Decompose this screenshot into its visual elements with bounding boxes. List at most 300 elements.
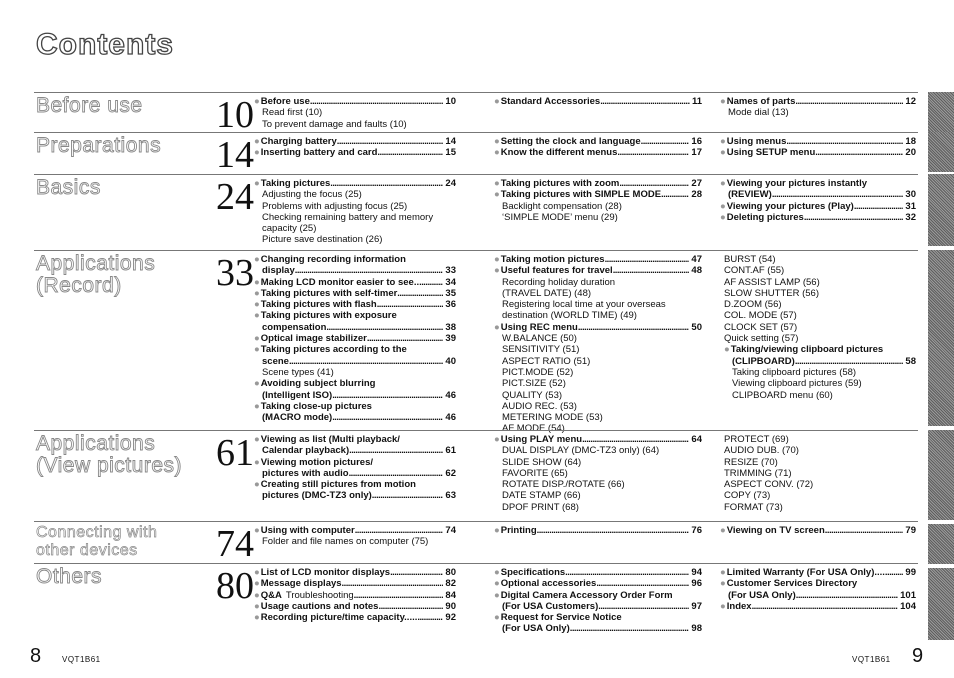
entry-title: Recording picture/time capacity..... (260, 612, 418, 624)
bullet-icon: ● (254, 525, 260, 536)
toc-entry (720, 147, 916, 158)
toc-entry-line[interactable] (254, 299, 456, 310)
toc-entry (254, 457, 456, 480)
toc-column (254, 96, 456, 130)
toc-entry-line[interactable] (254, 178, 456, 189)
toc-entry-line[interactable] (254, 136, 456, 147)
toc-column (724, 434, 916, 513)
toc-entry-line[interactable] (494, 189, 702, 200)
bullet-icon: ● (494, 178, 500, 189)
entry-detail: Scene types (41) (262, 366, 334, 378)
toc-entry-line[interactable] (494, 254, 702, 265)
entry-title: Inserting battery and card (260, 147, 378, 159)
toc-entry-line[interactable] (254, 468, 456, 479)
toc-column (254, 136, 456, 159)
toc-entry-line[interactable] (724, 344, 916, 355)
leader-dots (367, 333, 444, 344)
page-ref: 11 (691, 96, 702, 107)
section-page-number: 10 (216, 94, 254, 136)
bullet-icon: ● (494, 136, 500, 147)
toc-column (494, 254, 702, 435)
thumb-index-tab (928, 568, 954, 640)
toc-entry-line[interactable] (254, 567, 456, 578)
page-ref: 96 (691, 578, 702, 590)
entry-title: Useful features for travel (500, 265, 613, 277)
toc-column (724, 254, 916, 401)
leader-dots (330, 178, 443, 189)
toc-entry-line[interactable] (254, 254, 456, 265)
page-ref: 80 (445, 567, 456, 578)
bullet-icon: ● (720, 96, 726, 107)
bullet-icon: ● (494, 321, 500, 333)
toc-section (34, 430, 918, 521)
leader-dots (295, 265, 444, 276)
menu-item-entry: SLOW SHUTTER (56) (724, 287, 820, 299)
section-page-number: 80 (216, 565, 254, 607)
bullet-icon: ● (254, 479, 260, 491)
entry-title: (REVIEW) (728, 189, 772, 201)
entry-title: Limited Warranty (For USA Only).... (726, 567, 885, 578)
page-ref: 98 (691, 623, 702, 635)
section-title-line: Basics (36, 176, 101, 199)
toc-entry (254, 96, 456, 130)
toc-section (34, 521, 918, 563)
bullet-icon: ● (724, 344, 730, 356)
toc-entry (494, 178, 702, 189)
bullet-icon: ● (720, 525, 726, 536)
bullet-icon: ● (254, 344, 260, 356)
entry-title: (MACRO mode) (262, 412, 333, 424)
entry-title: Deleting pictures (726, 211, 804, 223)
leader-dots (310, 96, 444, 107)
menu-item-entry: CLOCK SET (57) (724, 321, 798, 333)
toc-entry-line[interactable] (724, 356, 916, 367)
page-ref: 97 (691, 600, 702, 612)
entry-title: (For USA Only) (728, 589, 796, 601)
toc-section (34, 174, 918, 250)
page-ref: 82 (445, 578, 456, 590)
section-title (36, 566, 102, 588)
entry-title: (CLIPBOARD) (732, 355, 795, 367)
leader-dots (355, 525, 444, 536)
toc-entry-line[interactable] (494, 265, 702, 276)
bullet-icon: ● (254, 147, 260, 159)
page-ref: 38 (445, 321, 456, 333)
toc-entry (254, 525, 456, 548)
section-title-line: other devices (36, 542, 138, 559)
page-ref: 46 (445, 412, 456, 424)
entry-detail: Read first (10) (262, 107, 323, 119)
page-ref: 18 (905, 136, 916, 147)
toc-entry-line[interactable] (494, 178, 702, 189)
toc-entry-line[interactable] (254, 601, 456, 612)
toc-entry (254, 612, 456, 623)
entry-title: Usage cautions and notes (260, 600, 379, 612)
toc-column (254, 567, 456, 623)
toc-entry-line[interactable] (254, 333, 456, 344)
page-ref: 10 (445, 96, 456, 107)
toc-entry (254, 601, 456, 612)
toc-entry-line[interactable] (254, 578, 456, 589)
section-title (36, 524, 157, 560)
toc-entry-line[interactable] (254, 147, 456, 158)
thumb-index-tab (928, 132, 954, 172)
bullet-icon: ● (494, 189, 500, 201)
entry-title: Taking close-up pictures (260, 400, 372, 412)
page-ref: 30 (905, 189, 916, 201)
section-title (36, 177, 101, 199)
leader-dots (419, 277, 443, 288)
bullet-icon: ● (720, 211, 726, 223)
bullet-icon: ● (254, 96, 260, 107)
toc-entry (720, 136, 916, 147)
toc-entry (494, 136, 702, 147)
leader-dots (804, 212, 904, 223)
toc-column (720, 136, 916, 159)
entry-detail: Problems with adjusting focus (25) (262, 200, 408, 212)
leader-dots (772, 189, 904, 200)
toc-entry (494, 254, 702, 265)
toc-entry (254, 288, 456, 299)
toc-entry-line[interactable] (254, 344, 456, 355)
toc-entry-line[interactable] (254, 322, 456, 333)
toc-entry-line[interactable] (720, 136, 916, 147)
leader-dots (578, 322, 690, 333)
page-ref: 34 (445, 276, 456, 288)
toc-entry-line[interactable] (254, 479, 456, 490)
entry-detail: Taking clipboard pictures (58) (732, 366, 857, 378)
toc-entry-line[interactable] (494, 578, 702, 589)
toc-entry-line[interactable] (254, 277, 456, 288)
page-ref: 104 (900, 600, 916, 612)
toc-entry (494, 147, 702, 158)
section-title-line: Applications (36, 252, 156, 275)
toc-entry-line[interactable] (254, 96, 456, 107)
leader-dots (854, 201, 904, 212)
leader-dots (570, 623, 690, 634)
leader-dots (326, 322, 443, 333)
toc-entry (494, 525, 702, 536)
toc-entry (254, 344, 456, 378)
toc-entry (720, 212, 916, 223)
toc-entry-line[interactable] (720, 567, 916, 578)
menu-item-entry: SLIDE SHOW (64) (502, 456, 582, 468)
entry-title: Specifications (500, 567, 566, 578)
entry-title: Digital Camera Accessory Order Form (500, 589, 673, 601)
toc-entry-line[interactable] (254, 310, 456, 321)
section-title-line: Before use (36, 94, 143, 117)
toc-entry-line[interactable] (494, 590, 702, 601)
entry-title: Standard Accessories (500, 96, 601, 107)
bullet-icon: ● (254, 400, 260, 412)
toc-entry-line[interactable] (254, 288, 456, 299)
toc-entry (720, 601, 916, 612)
thumb-index-tab (928, 524, 954, 564)
menu-item-entry: PICT.MODE (52) (502, 366, 574, 378)
toc-entry (494, 322, 702, 435)
toc-entry-line[interactable] (494, 96, 702, 107)
leader-dots (337, 136, 444, 147)
section-title-line: Preparations (36, 134, 162, 157)
page-ref: 76 (691, 525, 702, 536)
leader-dots (377, 299, 444, 310)
toc-entry-line[interactable] (494, 434, 702, 445)
toc-column (720, 525, 916, 536)
toc-entry-line[interactable] (494, 136, 702, 147)
toc-entry-line[interactable] (720, 178, 916, 189)
entry-title: (Intelligent ISO) (262, 389, 333, 401)
entry-detail: Registering local time at your overseas (502, 299, 666, 311)
bullet-icon: ● (720, 178, 726, 189)
toc-entry-line[interactable] (494, 567, 702, 578)
toc-entry-line[interactable] (254, 457, 456, 468)
toc-entry-line[interactable] (254, 590, 456, 601)
toc-entry-line[interactable] (254, 390, 456, 401)
page-ref: 46 (445, 389, 456, 401)
entry-subtitle: Troubleshooting (285, 589, 354, 601)
page-ref: 16 (691, 136, 702, 147)
page-ref: 31 (905, 200, 916, 212)
toc-entry-line[interactable] (720, 96, 916, 107)
entry-title: Charging battery (260, 136, 337, 147)
leader-dots (596, 578, 689, 589)
bullet-icon: ● (494, 254, 500, 265)
menu-item-entry: AUDIO REC. (53) (502, 400, 577, 412)
toc-entry (254, 578, 456, 589)
toc-entry-line[interactable] (720, 201, 916, 212)
section-title (36, 95, 143, 117)
bullet-icon: ● (254, 456, 260, 468)
toc-entry-line[interactable] (494, 623, 702, 634)
leader-dots (752, 601, 899, 612)
entry-detail: (TRAVEL DATE) (48) (502, 287, 592, 299)
bullet-icon: ● (720, 567, 726, 578)
toc-entry-line[interactable] (254, 490, 456, 501)
entry-title: Optional accessories (500, 578, 597, 590)
entry-title: Printing (500, 525, 537, 536)
entry-title: Using REC menu (500, 321, 578, 333)
toc-entry (724, 434, 916, 513)
entry-detail: Mode dial (13) (728, 107, 789, 119)
entry-title: Using with computer (260, 525, 355, 536)
entry-title: Before use (260, 96, 310, 107)
toc-entry-line[interactable] (254, 445, 456, 456)
toc-entry-line[interactable] (254, 434, 456, 445)
toc-entry (720, 201, 916, 212)
entry-title: Taking pictures (260, 178, 331, 189)
bullet-icon: ● (254, 136, 260, 147)
entry-detail: Adjusting the focus (25) (262, 189, 362, 201)
entry-title: pictures with audio (262, 467, 349, 479)
bullet-icon: ● (494, 96, 500, 107)
toc-entry-line[interactable] (494, 322, 702, 333)
toc-entry-line[interactable] (720, 590, 916, 601)
entry-detail: CLIPBOARD menu (60) (732, 389, 833, 401)
bullet-icon: ● (254, 299, 260, 311)
entry-title: Viewing as list (Multi playback/ (260, 434, 400, 445)
entry-detail: Recording holiday duration (502, 276, 616, 288)
entry-title: Q&A (260, 589, 282, 601)
toc-entry-line[interactable] (254, 612, 456, 623)
entry-title: Names of parts (726, 96, 796, 107)
toc-entry-line[interactable] (720, 147, 916, 158)
menu-item-entry: AUDIO DUB. (70) (724, 445, 799, 457)
entry-title: Viewing motion pictures/ (260, 456, 374, 468)
leader-dots (565, 567, 689, 578)
entry-detail: Picture save destination (26) (262, 234, 383, 246)
toc-entry-line[interactable] (254, 412, 456, 423)
page-ref: 17 (691, 147, 702, 159)
entry-title: List of LCD monitor displays (260, 567, 391, 578)
bullet-icon: ● (254, 567, 260, 578)
entry-title: Optical image stabilizer (260, 333, 367, 345)
toc-section (34, 250, 918, 435)
toc-entry-line[interactable] (720, 578, 916, 589)
toc-entry (254, 310, 456, 333)
section-title-line: Others (36, 565, 103, 588)
page-ref: 47 (691, 254, 702, 265)
entry-title: Customer Services Directory (726, 578, 858, 590)
section-page-number: 74 (216, 523, 254, 565)
section-title-line: Applications (36, 432, 156, 455)
page-ref: 63 (445, 490, 456, 502)
toc-entry-line[interactable] (494, 525, 702, 536)
leader-dots (795, 96, 903, 107)
page-ref: 35 (445, 287, 456, 299)
page-ref: 101 (900, 589, 916, 601)
thumb-index-tab (928, 250, 954, 426)
menu-item-entry: DUAL DISPLAY (DMC-TZ3 only) (64) (502, 445, 660, 457)
page-ref: 94 (691, 567, 702, 578)
page-ref: 40 (445, 355, 456, 367)
toc-entry-line[interactable] (720, 189, 916, 200)
right-page-number: 9 (912, 645, 924, 667)
menu-item-entry: CONT.AF (55) (724, 265, 785, 277)
leader-dots (619, 178, 689, 189)
toc-entry-line[interactable] (494, 601, 702, 612)
page-ref: 24 (445, 178, 456, 189)
entry-title: Avoiding subject blurring (260, 378, 376, 390)
toc-entry-line[interactable] (254, 525, 456, 536)
toc-section (34, 563, 918, 641)
page-ref: 20 (905, 147, 916, 159)
toc-entry (254, 333, 456, 344)
bullet-icon: ● (494, 612, 500, 624)
toc-column (494, 178, 702, 223)
entry-title: Taking motion pictures (500, 254, 605, 265)
toc-entry (724, 344, 916, 400)
leader-dots (332, 390, 443, 401)
page-ref: 61 (445, 445, 456, 457)
leader-dots (795, 356, 904, 367)
section-page-number: 33 (216, 252, 254, 294)
toc-entry (254, 147, 456, 158)
entry-title: Taking pictures with SIMPLE MODE (500, 189, 662, 201)
toc-entry (254, 254, 456, 277)
toc-entry-line[interactable] (720, 525, 916, 536)
page-ref: 58 (905, 355, 916, 367)
entry-title: Making LCD monitor easier to see.. (260, 276, 420, 288)
entry-detail: Viewing clipboard pictures (59) (732, 378, 862, 390)
toc-entry-line[interactable] (254, 378, 456, 389)
toc-entry (254, 378, 456, 401)
page-ref: 90 (445, 600, 456, 612)
entry-title: Using SETUP menu (726, 147, 816, 159)
section-page-number: 14 (216, 134, 254, 176)
entry-title: Taking pictures with zoom (500, 178, 620, 189)
bullet-icon: ● (254, 276, 260, 288)
page-title: Contents (36, 28, 174, 61)
toc-entry (254, 299, 456, 310)
bullet-icon: ● (254, 378, 260, 390)
toc-column (720, 567, 916, 612)
menu-item-entry: FORMAT (73) (724, 501, 783, 513)
toc-entry-line[interactable] (254, 356, 456, 367)
toc-entry (720, 525, 916, 536)
bullet-icon: ● (494, 578, 500, 590)
menu-item-entry: COL. MODE (57) (724, 310, 797, 322)
section-title-line: Connecting with (36, 524, 158, 541)
bullet-icon: ● (254, 333, 260, 345)
leader-dots (617, 147, 689, 158)
entry-title: Index (726, 600, 752, 612)
entry-title: Using PLAY menu (500, 434, 583, 445)
leader-dots (786, 136, 903, 147)
toc-column (494, 136, 702, 159)
leader-dots (825, 525, 904, 536)
bullet-icon: ● (494, 589, 500, 601)
entry-title: pictures (DMC-TZ3 only) (262, 490, 372, 502)
bullet-icon: ● (494, 147, 500, 159)
page-ref: 33 (445, 265, 456, 277)
bullet-icon: ● (254, 600, 260, 612)
leader-dots (377, 147, 443, 158)
leader-dots (372, 490, 444, 501)
menu-item-entry: COPY (73) (724, 490, 771, 502)
toc-entry (720, 578, 916, 601)
leader-dots (397, 288, 443, 299)
menu-item-entry: ROTATE DISP./ROTATE (66) (502, 479, 625, 491)
toc-entry (494, 434, 702, 513)
leader-dots (600, 96, 690, 107)
entry-title: Changing recording information (260, 254, 406, 265)
menu-item-entry: D.ZOOM (56) (724, 299, 782, 311)
toc-entry (254, 567, 456, 578)
leader-dots (815, 147, 903, 158)
page-ref: 79 (905, 525, 916, 536)
leader-dots (796, 590, 898, 601)
page-ref: 15 (445, 147, 456, 159)
page-ref: 84 (445, 589, 456, 601)
toc-entry-line[interactable] (254, 265, 456, 276)
toc-entry-line[interactable] (720, 212, 916, 223)
toc-entry-line[interactable] (254, 401, 456, 412)
toc-entry (254, 277, 456, 288)
toc-entry (494, 189, 702, 223)
entry-title: Taking pictures with flash (260, 299, 377, 311)
entry-title: Viewing your pictures (Play) (726, 200, 854, 212)
toc-entry-line[interactable] (720, 601, 916, 612)
leader-dots (378, 601, 443, 612)
menu-item-entry: METERING MODE (53) (502, 412, 603, 424)
toc-entry-line[interactable] (494, 147, 702, 158)
toc-entry-line[interactable] (494, 612, 702, 623)
bullet-icon: ● (494, 525, 500, 536)
toc-entry (494, 265, 702, 321)
entry-title: Message displays (260, 578, 342, 590)
bullet-icon: ● (720, 136, 726, 147)
menu-item-entry: FAVORITE (65) (502, 467, 568, 479)
